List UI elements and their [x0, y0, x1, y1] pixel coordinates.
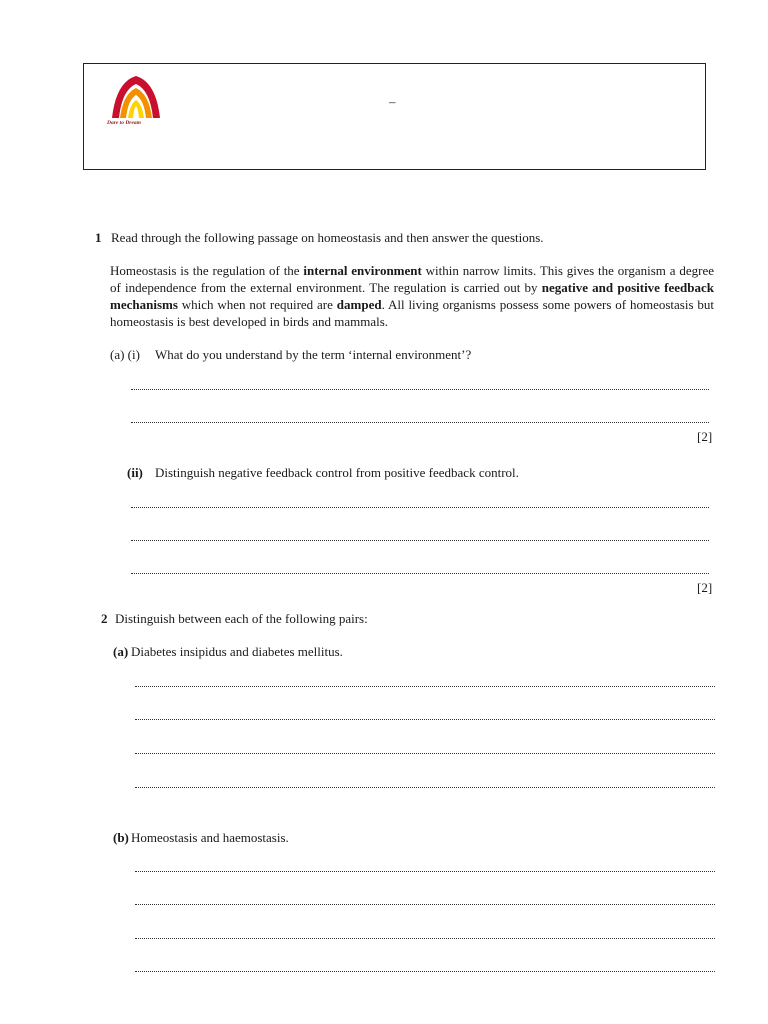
question-1a-i-label: (a) (i) [110, 347, 140, 362]
passage-bold-internal-environment: internal environment [303, 263, 422, 278]
answer-line[interactable] [135, 719, 715, 720]
answer-line[interactable] [131, 422, 709, 423]
question-1-number: 1 [95, 230, 102, 245]
answer-line[interactable] [135, 686, 715, 687]
question-1-stem: Read through the following passage on homeostasis and then answer the questions. [111, 230, 544, 245]
answer-line[interactable] [135, 971, 715, 972]
question-1a-ii-label: (ii) [127, 465, 143, 480]
header-box [83, 63, 706, 170]
question-2b-label: (b) [113, 830, 129, 845]
question-2a-label: (a) [113, 644, 129, 659]
homeostasis-passage [110, 262, 714, 330]
marks-1a-ii: [2] [697, 580, 713, 595]
passage-text-3: which when not required are [177, 297, 337, 312]
answer-line[interactable] [135, 787, 715, 788]
answer-line[interactable] [135, 753, 715, 754]
answer-line[interactable] [135, 871, 715, 872]
question-2a-text: Diabetes insipidus and diabetes mellitus. [131, 644, 343, 659]
question-2b-text: Homeostasis and haemostasis. [131, 830, 289, 845]
header-dash: – [389, 94, 396, 109]
answer-line[interactable] [131, 540, 709, 541]
answer-line[interactable] [135, 904, 715, 905]
passage-bold-damped: damped [336, 297, 382, 312]
answer-line[interactable] [135, 938, 715, 939]
answer-line[interactable] [131, 507, 709, 508]
answer-line[interactable] [131, 389, 709, 390]
answer-line[interactable] [131, 573, 709, 574]
passage-text-1: Homeostasis is the regulation of the [110, 263, 304, 278]
question-1a-i-text: What do you understand by the term ‘internal environment’? [155, 347, 472, 362]
question-2-stem: Distinguish between each of the following pairs: [115, 611, 368, 626]
marks-1a-i: [2] [697, 429, 713, 444]
passage-text-2: within narrow limits. This gives the organism a degree of independence from the external environment. The regulation is carried out by [110, 263, 714, 295]
question-1a-ii-text: Distinguish negative feedback control from positive feedback control. [155, 465, 519, 480]
logo-tagline: Dare to Dream [107, 120, 141, 126]
question-2-number: 2 [101, 611, 108, 626]
passage-bold-feedback-mechanisms: negative and positive feedback mechanisms [110, 280, 714, 312]
passage-text-4: . All living organisms possess some powers of homeostasis but homeostasis is best developed in birds and mammals. [110, 297, 714, 329]
